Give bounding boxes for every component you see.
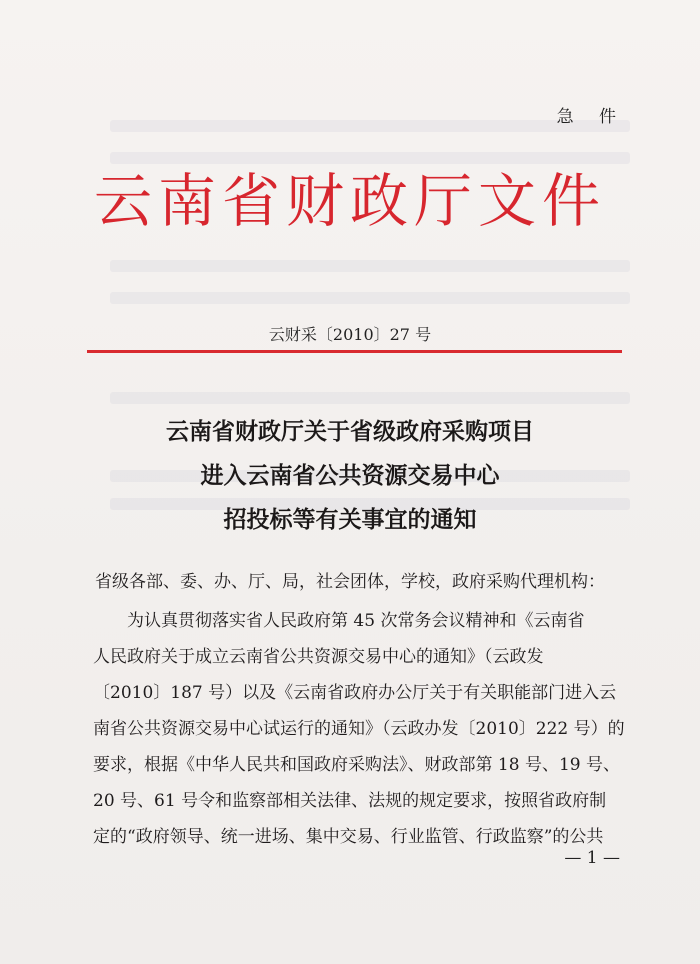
- red-divider: [87, 350, 622, 353]
- show-through-shadow: [110, 260, 630, 272]
- body-line: 〔2010〕187 号）以及《云南省政府办公厅关于有关职能部门进入云: [93, 683, 617, 703]
- body-line: 定的“政府领导、统一进场、集中交易、行业监管、行政监察”的公共: [93, 827, 604, 847]
- notice-title: [0, 410, 700, 542]
- notice-title-line: 进入云南省公共资源交易中心: [200, 462, 500, 489]
- urgency-label: 急 件: [556, 107, 626, 127]
- show-through-shadow: [110, 292, 630, 304]
- document-number: 云财采〔2010〕27 号: [268, 325, 432, 344]
- body-text: [93, 603, 633, 855]
- show-through-shadow: [110, 120, 630, 132]
- page-number: — 1 —: [564, 848, 620, 868]
- body-line: 20 号、61 号令和监察部相关法律、法规的规定要求，按照省政府制: [93, 791, 607, 811]
- body-line: 要求，根据《中华人民共和国政府采购法》、财政部第 18 号、19 号、: [93, 755, 620, 775]
- issuer-title: 云南省财政厅文件: [93, 167, 606, 235]
- body-line: 为认真贯彻落实省人民政府第 45 次常务会议精神和《云南省: [127, 611, 585, 631]
- salutation: 省级各部、委、办、厅、局，社会团体，学校，政府采购代理机构：: [95, 572, 605, 592]
- show-through-shadow: [110, 152, 630, 164]
- show-through-shadow: [110, 392, 630, 404]
- body-line: 南省公共资源交易中心试运行的通知》（云政办发〔2010〕222 号）的: [93, 719, 625, 739]
- notice-title-line: 云南省财政厅关于省级政府采购项目: [166, 418, 534, 445]
- body-line: 人民政府关于成立云南省公共资源交易中心的通知》（云政发: [93, 647, 544, 667]
- notice-title-line: 招投标等有关事宜的通知: [223, 506, 477, 533]
